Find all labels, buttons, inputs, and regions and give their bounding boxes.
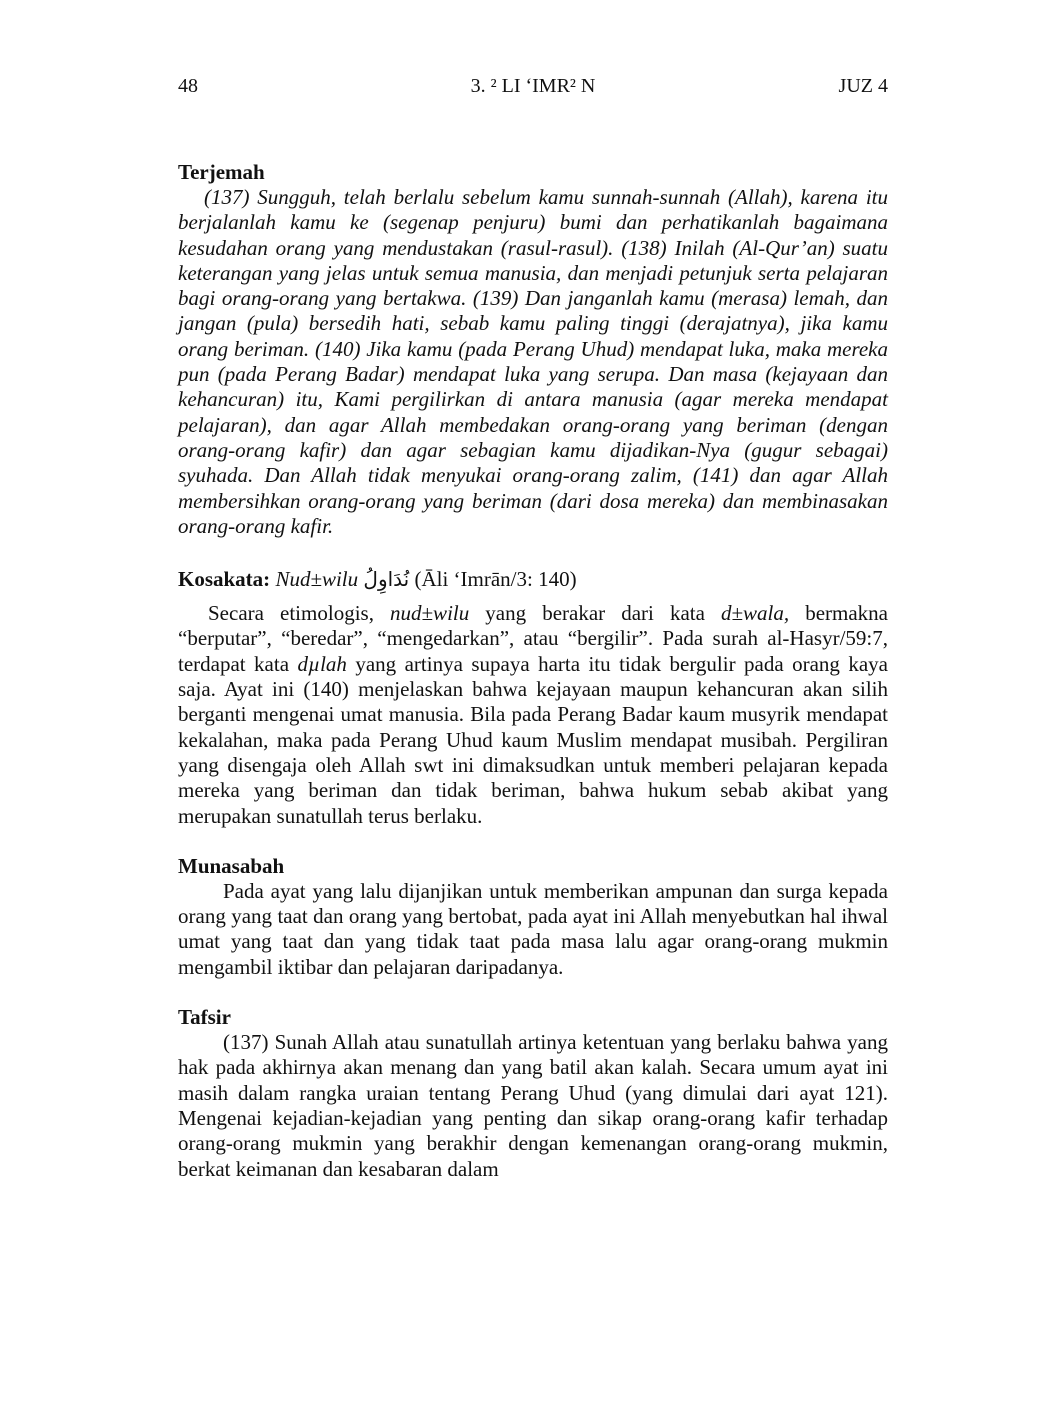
kosakata-text-4: yang artinya supaya harta itu tidak bergulir pada orang kaya saja. Ayat ini (140) menjelaskan bahwa kejayaan maupun kehancuran akan silih berganti mengenai umat manusia. Bila pada Perang Badar kaum musyrik mendapat kekalahan, maka pada Perang Uhud kaum Muslim mendapat musibah. Pergiliran yang disengaja oleh Allah swt ini dimaksudkan untuk memberi pelajaran kepada mereka yang beriman dan tidak beriman, bahwa hukum sebab akibat yang merupakan sunatullah terus berlaku. [178, 651, 888, 828]
kosakata-text-3: bermakna “berputar”, “beredar”, “mengedarkan”, atau “bergilir”. Pada surah al-Hasyr/59:7, terdapat kata [178, 601, 888, 676]
munasabah-text: Pada ayat yang lalu dijanjikan untuk memberikan ampunan dan surga kepada orang yang taat dan orang yang bertobat, pada ayat ini Allah menyebutkan hal ihwal umat yang taat dan yang tidak taat pada masa lalu agar orang-orang mukmin mengambil iktibar dan pelajaran daripadanya. [178, 878, 888, 979]
surah-title: 3. ² LI ‘IMR² N [470, 75, 596, 97]
document-page [178, 72, 888, 1182]
kosakata-word-dulah: dµlah [297, 651, 347, 676]
kosakata-text-1: Secara etimologis, [208, 601, 391, 626]
kosakata-label: Kosakata: [178, 567, 271, 592]
kosakata-text-2: yang berakar dari kata [469, 601, 721, 626]
kosakata-line [178, 564, 888, 594]
kosakata-term-inline: nud±wilu [390, 601, 470, 626]
terjemah-text: (137) Sungguh, telah berlalu sebelum kamu sunnah-sunnah (Allah), karena itu berjalanlah kamu ke (segenap penjuru) bumi dan perhatikanlah bagaimana kesudahan orang yang mendustakan (rasul-rasul). (138) Inilah (Al-Qur’an) suatu keterangan yang jelas untuk semua manusia, dan menjadi petunjuk serta pelajaran bagi orang-orang yang bertakwa. (139) Dan janganlah kamu (merasa) lemah, dan jangan (pula) bersedih hati, sebab kamu paling tinggi (derajatnya), jika kamu orang beriman. (140) Jika kamu (pada Perang Uhud) mendapat luka, maka mereka pun (pada Perang Badar) mendapat luka yang serupa. Dan masa (kejayaan dan kehancuran) itu, Kami pergilirkan di antara manusia (agar mereka mendapat pelajaran), dan agar Allah membedakan orang-orang yang beriman (dengan orang-orang kafir) dan agar sebagian kamu dijadikan-Nya (gugur sebagai) syuhada. Dan Allah tidak menyukai orang-orang zalim, (141) dan agar Allah membersihkan orang-orang yang beriman (dari dosa mereka) dan membinasakan orang-orang kafir. [178, 185, 888, 538]
juz-label: JUZ 4 [838, 75, 888, 97]
kosakata-root-word: d±wala, [721, 601, 790, 626]
page-number: 48 [178, 75, 198, 97]
running-header [178, 72, 888, 100]
tafsir-heading: Tafsir [178, 1005, 231, 1030]
kosakata-term: Nud±wilu [275, 567, 359, 592]
munasabah-heading: Munasabah [178, 853, 285, 878]
kosakata-reference: (Āli ‘Imrān/3: 140) [414, 567, 577, 592]
kosakata-body [178, 601, 888, 829]
terjemah-heading: Terjemah [178, 160, 265, 184]
kosakata-arabic: نُدَاوِلُ [363, 567, 410, 592]
tafsir-text: (137) Sunah Allah atau sunatullah artinya ketentuan yang berlaku bahwa yang hak pada akhirnya akan menang dan yang batil akan kalah. Secara umum ayat ini masih dalam rangka uraian tentang Perang Uhud (yang dimulai dari ayat 121). Mengenai kejadian-kejadian yang penting dan sikap orang-orang kafir terhadap orang-orang mukmin yang berakhir dengan kemenangan orang-orang mukmin, berkat keimanan dan kesabaran dalam [178, 1030, 888, 1181]
